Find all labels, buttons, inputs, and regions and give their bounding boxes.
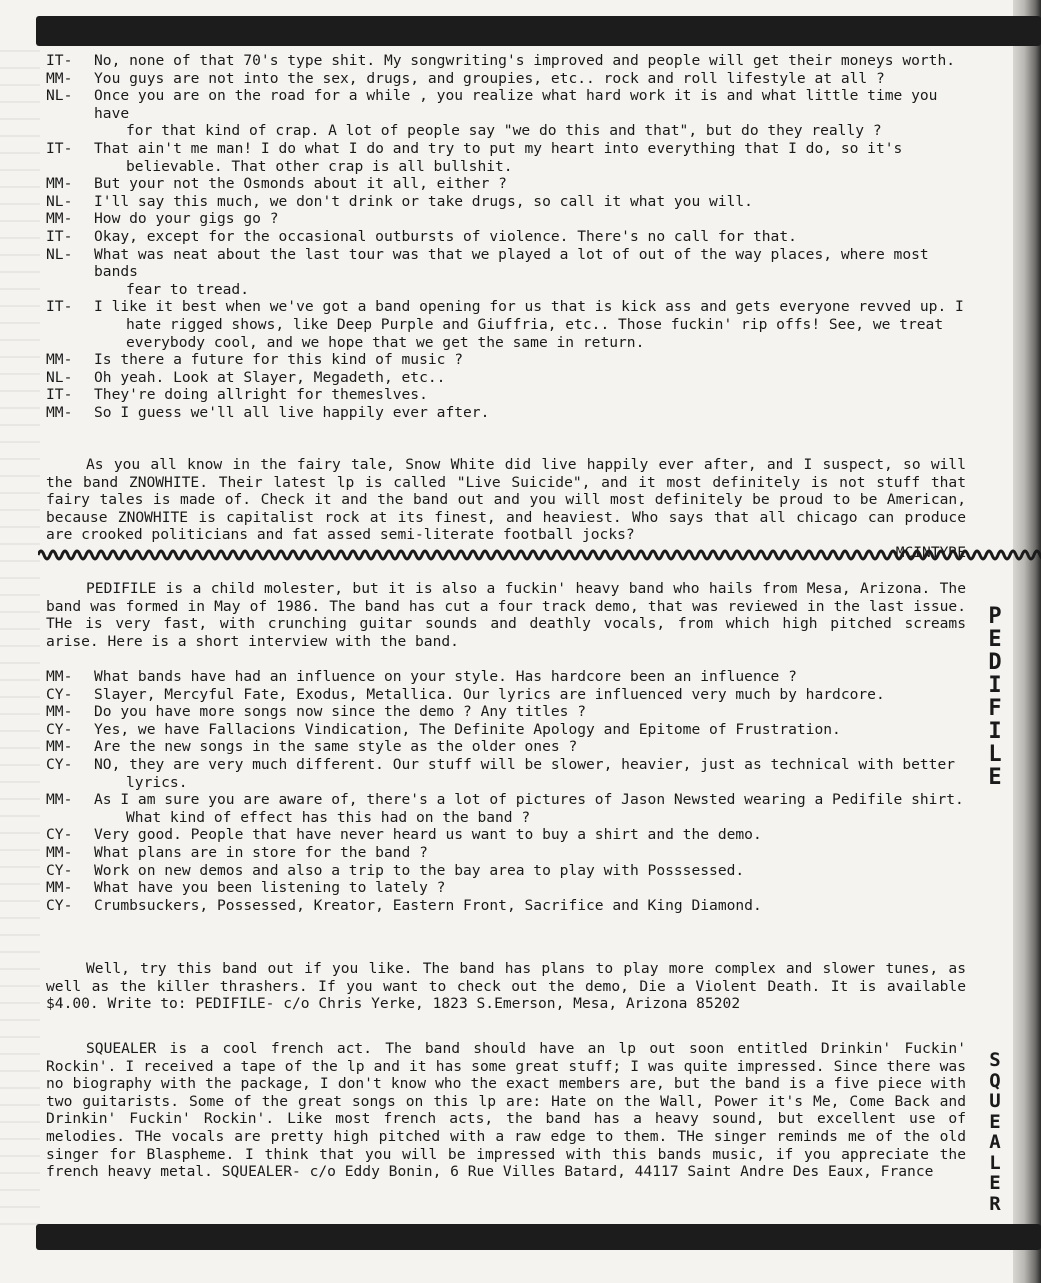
speaker-tag: IT- [46, 227, 73, 245]
speaker-text: I'll say this much, we don't drink or take drugs, so call it what you will. [94, 192, 753, 210]
interview-line [46, 52, 966, 70]
interview-line [46, 175, 966, 193]
side-letter: E [989, 1110, 1001, 1133]
speaker-text: What plans are in store for the band ? [94, 843, 428, 861]
wavy-divider [38, 543, 1041, 564]
speaker-text: Slayer, Mercyful Fate, Exodus, Metallica. Our lyrics are influenced very much by hardcore. [94, 685, 885, 703]
speaker-tag: MM- [46, 843, 73, 861]
speaker-text: But your not the Osmonds about it all, either ? [94, 175, 507, 193]
speaker-text: Crumbsuckers, Possessed, Kreator, Eastern Front, Sacrifice and King Diamond. [94, 896, 762, 914]
side-letter: P [988, 604, 1002, 629]
pedifile-outro: Well, try this band out if you like. The band has plans to play more complex and slower tunes, as well as the killer thrashers. If you want to check out the demo, Die a Violent Death. It is available $4.00. Write to: PEDIFILE- c/o Chris Yerke, 1823 S.Emerson, Mesa, Arizona 85202 [46, 960, 966, 1013]
speaker-text: So I guess we'll all live happily ever after. [94, 403, 490, 421]
side-letter: L [988, 742, 1002, 767]
speaker-text: They're doing allright for themeslves. [94, 386, 428, 404]
speaker-text: I like it best when we've got a band opening for us that is kick ass and gets everyone revved up. I hate rigged shows, like Deep Purple and Giuffria, etc.. Those fuckin' rip offs! See, we treat everybody cool, and we hope that we get the same in return. [94, 298, 964, 351]
speaker-text: Very good. People that have never heard us want to buy a shirt and the demo. [94, 826, 762, 844]
interview-line [46, 791, 966, 826]
speaker-text: You guys are not into the sex, drugs, and groupies, etc.. rock and roll lifestyle at all ? [94, 69, 885, 87]
speaker-text: Okay, except for the occasional outbursts of violence. There's no call for that. [94, 227, 797, 245]
speaker-tag: IT- [46, 139, 73, 157]
interview-line [46, 826, 966, 844]
speaker-tag: CY- [46, 685, 73, 703]
interview-pedifile [46, 668, 966, 914]
interview-line [46, 140, 966, 175]
pedifile-intro-block [46, 580, 966, 650]
speaker-text: No, none of that 70's type shit. My songwriting's improved and people will get their moneys worth. [94, 52, 956, 69]
side-letter: R [989, 1192, 1001, 1215]
author-signature: MCINTYRE [895, 543, 966, 561]
page-edge-shadow [1013, 0, 1041, 1283]
squealer-paragraph: SQUEALER is a cool french act. The band should have an lp out soon entitled Drinkin' Fuckin' Rockin'. I received a tape of the lp and it has some great stuff; I was quite impressed. Since there was no biography with the package, I don't know who the exact members are, but the band is a five piece with two guitarists. Some of the great songs on this lp are: Hate on the Wall, Power it's Me, Come Back and Drinkin' Fuckin' Rockin'. Like most french acts, the band has a heavy sound, but excellent use of melodies. THe vocals are pretty high pitched with a raw edge to them. THe singer reminds me of the old singer for Blaspheme. I think that you will be impressed with this bands music, if you appreciate the french heavy metal. SQUEALER- c/o Eddy Bonin, 6 Rue Villes Batard, 44117 Saint Andre Des Eaux, France [46, 1040, 966, 1181]
speaker-tag: MM- [46, 668, 73, 685]
speaker-text: NO, they are very much different. Our stuff will be slower, heavier, just as technical with better lyrics. [94, 755, 956, 791]
interview-line [46, 862, 966, 880]
interview-line [46, 246, 966, 299]
bleed-through-texture [0, 50, 40, 1230]
speaker-tag: CY- [46, 826, 73, 844]
speaker-tag: MM- [46, 69, 73, 87]
side-letter: E [989, 1172, 1001, 1194]
speaker-text: Once you are on the road for a while , you realize what hard work it is and what little time you have for that kind of crap. A lot of people say "we do this and that", but do they really ? [94, 87, 938, 140]
speaker-tag: CY- [46, 896, 73, 914]
speaker-tag: MM- [46, 703, 73, 721]
side-letter: L [989, 1151, 1001, 1174]
interview-line [46, 756, 966, 791]
speaker-tag: NL- [46, 245, 73, 263]
side-letter: D [988, 650, 1002, 675]
interview-znowhite [46, 52, 966, 421]
pedifile-intro: PEDIFILE is a child molester, but it is also a fuckin' heavy band who hails from Mesa, Arizona. The band was formed in May of 1986. The band has cut a four track demo, that was reviewed in the last issue. THe is very fast, with crunching guitar sounds and deathly vocals, from which high pitched screams arise. Here is a short interview with the band. [46, 580, 966, 650]
top-black-bar [36, 16, 1041, 46]
speaker-tag: NL- [46, 192, 73, 210]
speaker-tag: CY- [46, 720, 73, 738]
speaker-text: That ain't me man! I do what I do and try to put my heart into everything that I do, so it's believable. That other crap is all bullshit. [94, 139, 903, 175]
speaker-text: As I am sure you are aware of, there's a lot of pictures of Jason Newsted wearing a Pedifile shirt. What kind of effect has this had on the band ? [94, 791, 964, 826]
interview-line [46, 686, 966, 704]
bottom-black-bar [36, 1224, 1041, 1250]
speaker-tag: IT- [46, 386, 73, 404]
side-letter: F [988, 696, 1002, 721]
side-letter: U [989, 1090, 1001, 1112]
interview-line [46, 351, 966, 369]
speaker-tag: MM- [46, 403, 73, 421]
speaker-text: What have you been listening to lately ? [94, 879, 446, 897]
side-letter: A [989, 1131, 1001, 1153]
speaker-tag: MM- [46, 210, 73, 228]
interview-line [46, 386, 966, 404]
speaker-tag: IT- [46, 298, 73, 316]
side-letter: E [988, 627, 1002, 652]
speaker-text: Yes, we have Fallacions Vindication, The Definite Apology and Epitome of Frustration. [94, 720, 841, 738]
speaker-text: Is there a future for this kind of music ? [94, 351, 464, 369]
side-label-pedifile [980, 605, 1010, 789]
interview-line [46, 703, 966, 721]
speaker-tag: MM- [46, 351, 73, 369]
interview-line [46, 369, 966, 387]
speaker-text: Are the new songs in the same style as the older ones ? [94, 738, 578, 756]
pedifile-outro-block [46, 960, 966, 1013]
interview-line [46, 298, 966, 351]
interview-line [46, 879, 966, 897]
speaker-text: Do you have more songs now since the demo ? Any titles ? [94, 703, 587, 721]
side-letter: I [988, 719, 1002, 744]
znowhite-paragraph: As you all know in the fairy tale, Snow White did live happily ever after, and I suspect, so will the band ZNOWHITE. Their latest lp is called "Live Suicide", and it most definitely is not stuff that fairy tales is made of. Check it and the band out and you will most definitely be proud to be American, because ZNOWHITE is capitalist rock at its finest, and heaviest. Who says that all chicago can produce are crooked politicians and fat assed semi-literate football jocks? [46, 456, 966, 544]
speaker-tag: CY- [46, 755, 73, 773]
interview-line [46, 70, 966, 88]
interview-line [46, 404, 966, 422]
speaker-tag: NL- [46, 87, 73, 105]
side-letter: Q [989, 1069, 1001, 1092]
speaker-tag: NL- [46, 368, 73, 386]
interview-line [46, 738, 966, 756]
speaker-tag: IT- [46, 52, 73, 69]
speaker-text: What was neat about the last tour was that we played a lot of out of the way places, where most bands fear to tread. [94, 245, 929, 298]
squealer-review [46, 1040, 966, 1181]
speaker-text: Oh yeah. Look at Slayer, Megadeth, etc.. [94, 368, 446, 386]
speaker-tag: MM- [46, 738, 73, 756]
interview-line [46, 87, 966, 140]
side-letter: E [988, 765, 1002, 790]
interview-line [46, 193, 966, 211]
side-letter: S [989, 1049, 1001, 1071]
speaker-tag: MM- [46, 791, 73, 809]
interview-line [46, 210, 966, 228]
side-letter: I [988, 673, 1002, 698]
speaker-tag: CY- [46, 861, 73, 879]
interview-line [46, 668, 966, 686]
side-label-squealer [980, 1050, 1010, 1214]
interview-line [46, 228, 966, 246]
speaker-text: Work on new demos and also a trip to the bay area to play with Posssessed. [94, 861, 745, 879]
speaker-tag: MM- [46, 175, 73, 193]
interview-line [46, 844, 966, 862]
interview-line [46, 721, 966, 739]
interview-line [46, 897, 966, 915]
speaker-text: What bands have had an influence on your style. Has hardcore been an influence ? [94, 668, 797, 685]
speaker-tag: MM- [46, 879, 73, 897]
speaker-text: How do your gigs go ? [94, 210, 279, 228]
